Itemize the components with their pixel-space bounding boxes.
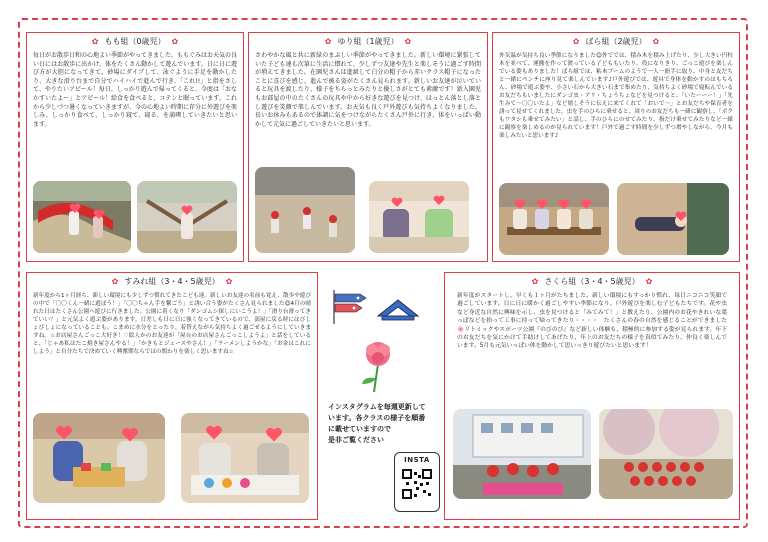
flower-icon: ✿: [111, 277, 119, 286]
panel-sumire-title-text: すみれ組（3・4・5歳児）: [124, 277, 220, 286]
photo-group-cherry: [599, 409, 733, 499]
privacy-heart-icon: [265, 427, 283, 443]
panel-momo: [26, 32, 244, 262]
qr-code-icon: [402, 469, 432, 499]
panel-bara-body: 外気温が気持ち良い季節になりました😊外ででは、積み木を積み上げたり、少し大きい円柱木を並べて、運搬を作って渡っている子どももいたり。役になりきり、ごっこ遊びを楽しんでいる姿もありました！ばら組では、粘木ブームのようで一人一冊手に取り、中身と友だちと一緒にペンチに座り見て楽しんでいます♪戸外遊びでは、遊具で身体を動かすのはもちろん、砂場で遊ぶ姿や、小さい石から大きい石まで集めたり、気持ちよく砂場で寝転んでいるお友だちもいましたにダンゴ虫・アリ・ちょうちょなどを見つけると、「いたーーー！」「先生みて〜〇〇いたよ」など嬉しそうに伝えに来てくれて「おいで〜」とお友だちや保育者を誘って見せてくれました。虫を手のひらに乗せると、周りのお友だちも一緒に観察し、「ボクもワタシも乗せてみたい」と話し、手のひらにのせてみたり、指だけ乗せてみたりなど一緒に観察を楽しめるのが見られています！戸外で過ごす時間を少しずつ増やしながら、今月も楽しみたいと思います♪: [499, 53, 733, 139]
flower-icon: ✿: [404, 37, 412, 46]
instagram-notice-line: インスタグラムを毎週更新して: [328, 403, 426, 411]
flower-icon: ✿: [572, 37, 580, 46]
photo-group-building: [453, 409, 591, 499]
privacy-heart-icon: [69, 203, 81, 214]
panel-sakura-title-text: さくら組（3・4・5歳児）: [544, 277, 640, 286]
instagram-badge-text: INSTA: [404, 456, 430, 464]
photo-group-building-image: [453, 409, 591, 499]
photo-play-room: [369, 181, 469, 253]
flower-icon: ✿: [91, 37, 99, 46]
kabuto-icon: [376, 296, 420, 322]
privacy-heart-icon: [675, 211, 687, 222]
photo-group-cherry-image: [599, 409, 733, 499]
panel-yuri: [248, 32, 488, 262]
photo-bench-reading-image: [499, 183, 609, 255]
photo-bench-reading: [499, 183, 609, 255]
instagram-notice-line: 是非ご覧ください: [328, 436, 384, 444]
panel-sakura: [444, 272, 740, 520]
flower-icon: ✿: [225, 277, 233, 286]
photo-shop-play-1: [33, 413, 165, 503]
koinobori-icon: [330, 288, 370, 324]
panel-yuri-body: さわやかな風と共に新緑のまぶしい季節がやってきました。新しい環境に緊張していた子ども達も次第に生活に慣れて、少しずつ友達や先生と楽しそうに過ごす時間が増えてきました。在園児さんは進級して白分の帽子から赤いクラス帽子になったことに喜びを感じ、進んで被る姿がたくさん見られます。新しいお友達が泣いていると玩具を渡したり、様子をちらっとみたりと優しさがとても素敵です！新入園児もお部屋の中のたくさんの玩具や中から好きな遊びを見つけ、ほっとん落とし落とし遊びを笑顔で楽しんでいます。お天気も良く戸外遊びも気持ちよくなりました。長いお休みもあるので体調に気をつけながらたくさん戸外に行き、体をいっぱい動かして元気に過ごしていきたいと思います。: [255, 52, 481, 128]
instagram-badge: [394, 452, 440, 512]
flower-icon: ✿: [652, 37, 660, 46]
flower-icon: ✿: [531, 277, 539, 286]
instagram-notice: [328, 402, 462, 446]
privacy-heart-icon: [55, 425, 73, 441]
flower-icon: ✿: [171, 37, 179, 46]
photo-shop-play-1-image: [33, 413, 165, 503]
privacy-heart-icon: [558, 199, 570, 210]
panel-bara-title-text: ばら組（2歳児）: [585, 37, 647, 46]
panel-sakura-body: 新年度がスタートし、早くも１ヶ月がたちました。新しい環境にもすっかり慣れ、毎日ニコニコ笑顔で過ごしています。日に日に暖かく過ごしやすい季節になり、戸外遊びを楽しむ子どもたちです。花や虫など身近な自然に興味を示し、虫を見つけると「みてみて！」と教えたり、公園内のお花やきれいな葉っぱなどを拾って工事に持って帰ってきたり・・・・ たくさんの春の自然を感じることができました🌸リトミックやスポーツ公園『のびのび』など新しい体験も、積極的に参加する姿が見られます。年下のお友だちを気にかけて手助けしてあげたり、年上のお友だちの様子を真似てみたり、仲良く楽しんでいます。5月も元気いっぱい体を動かして思いっきり遊びたいと思います！: [457, 293, 727, 350]
privacy-heart-icon: [181, 205, 193, 216]
panel-sumire-body: 新年度から1ヶ月経ち、新しい環境にも少しずつ慣れてきたこども達。新しいお友達の名前も覚え、散歩や遊びの中で「〇〇くん一緒に遊ぼう！」「〇〇ちゃん手を繋ごう」と誘い合う姿がたくさん見られました😊4月の晴れた日はたくさん公園へ遊びに行きました。公園に着くなり「ダンゴムシ探しにいこうよ！」「滑り台滑ってきていい？」と元気よく遊ぶ姿があります。日差しも日に日に強くなってきているので、部屋に戻る時にはびしょびしょになっていることも。こまめに水分をとったり、着替えながら気持ちよく過ごせるようにしていきますね。☆お店屋さんごっこ大好き！♡絵人かのお友達が「屋台のお店屋さんごっこしようよ」と話をしていると、「じゃあ私はたこ焼き屋さんやる！」「かきもとジュースやさん！」「ラーメンしようかな」「お金はこれにしよう」と自分たちで決めていく興奮期ならではの関わりを楽しく思いますね☆: [33, 293, 311, 355]
photo-sandbox-image: [617, 183, 729, 255]
instagram-notice-line: に載せていますので: [328, 425, 391, 433]
photo-playground: [137, 181, 237, 253]
panel-bara-title: [493, 36, 739, 47]
photo-playground-image: [137, 181, 237, 253]
panel-sakura-title: [445, 276, 739, 287]
privacy-heart-icon: [391, 197, 403, 208]
panel-momo-body: 毎日がお散歩日和の心地よい季節がやってきました。ももぐみはお天気の良い日にはお散歩に出かけ、体をたくさん動かして遊んでいます。日に日に遊び方が大胆になってきて、砂場にダイブして、泳ぐように手足を動かしたり、大きな滑り台まで自分でハイハイで進んで行き、「これ!!」と指をさして、やりたいアピール！毎日、しっかり遊んで帰ってくると、今度は「おなかすいたよー」とアピール！給食を食べると、コテンと眠っています。これから少しづつ暑くなっていきますが、今の心地よい時期に存分に外遊びを楽しみ、しっかり食べて、しっかり寝て、寝る、を満喫していきたいと思います。: [33, 52, 238, 128]
privacy-heart-icon: [580, 199, 592, 210]
panel-sumire: [26, 272, 318, 520]
privacy-heart-icon: [121, 427, 139, 443]
photo-shop-play-2-image: [181, 413, 309, 503]
panel-momo-title: [27, 36, 243, 47]
privacy-heart-icon: [514, 199, 526, 210]
panel-yuri-title-text: ゆり組（1歳児）: [337, 37, 399, 46]
flower-icon: ✿: [324, 37, 332, 46]
photo-shop-play-2: [181, 413, 309, 503]
panel-yuri-title: [249, 36, 487, 47]
instagram-notice-line: います。各クラスの様子を順番: [328, 414, 426, 422]
photo-play-room-image: [369, 181, 469, 253]
privacy-heart-icon: [433, 195, 445, 206]
panel-sumire-title: [27, 276, 317, 287]
photo-sandbox: [617, 183, 729, 255]
flower-icon: ✿: [645, 277, 653, 286]
privacy-heart-icon: [205, 425, 223, 441]
panel-momo-title-text: もも組（0歳児）: [104, 37, 166, 46]
panel-bara: [492, 32, 740, 262]
photo-slide-image: [33, 181, 131, 253]
photo-yard-image: [255, 167, 355, 253]
privacy-heart-icon: [536, 199, 548, 210]
photo-yard: [255, 167, 355, 253]
photo-slide: [33, 181, 131, 253]
carnation-icon: [356, 338, 402, 394]
privacy-heart-icon: [93, 209, 105, 220]
